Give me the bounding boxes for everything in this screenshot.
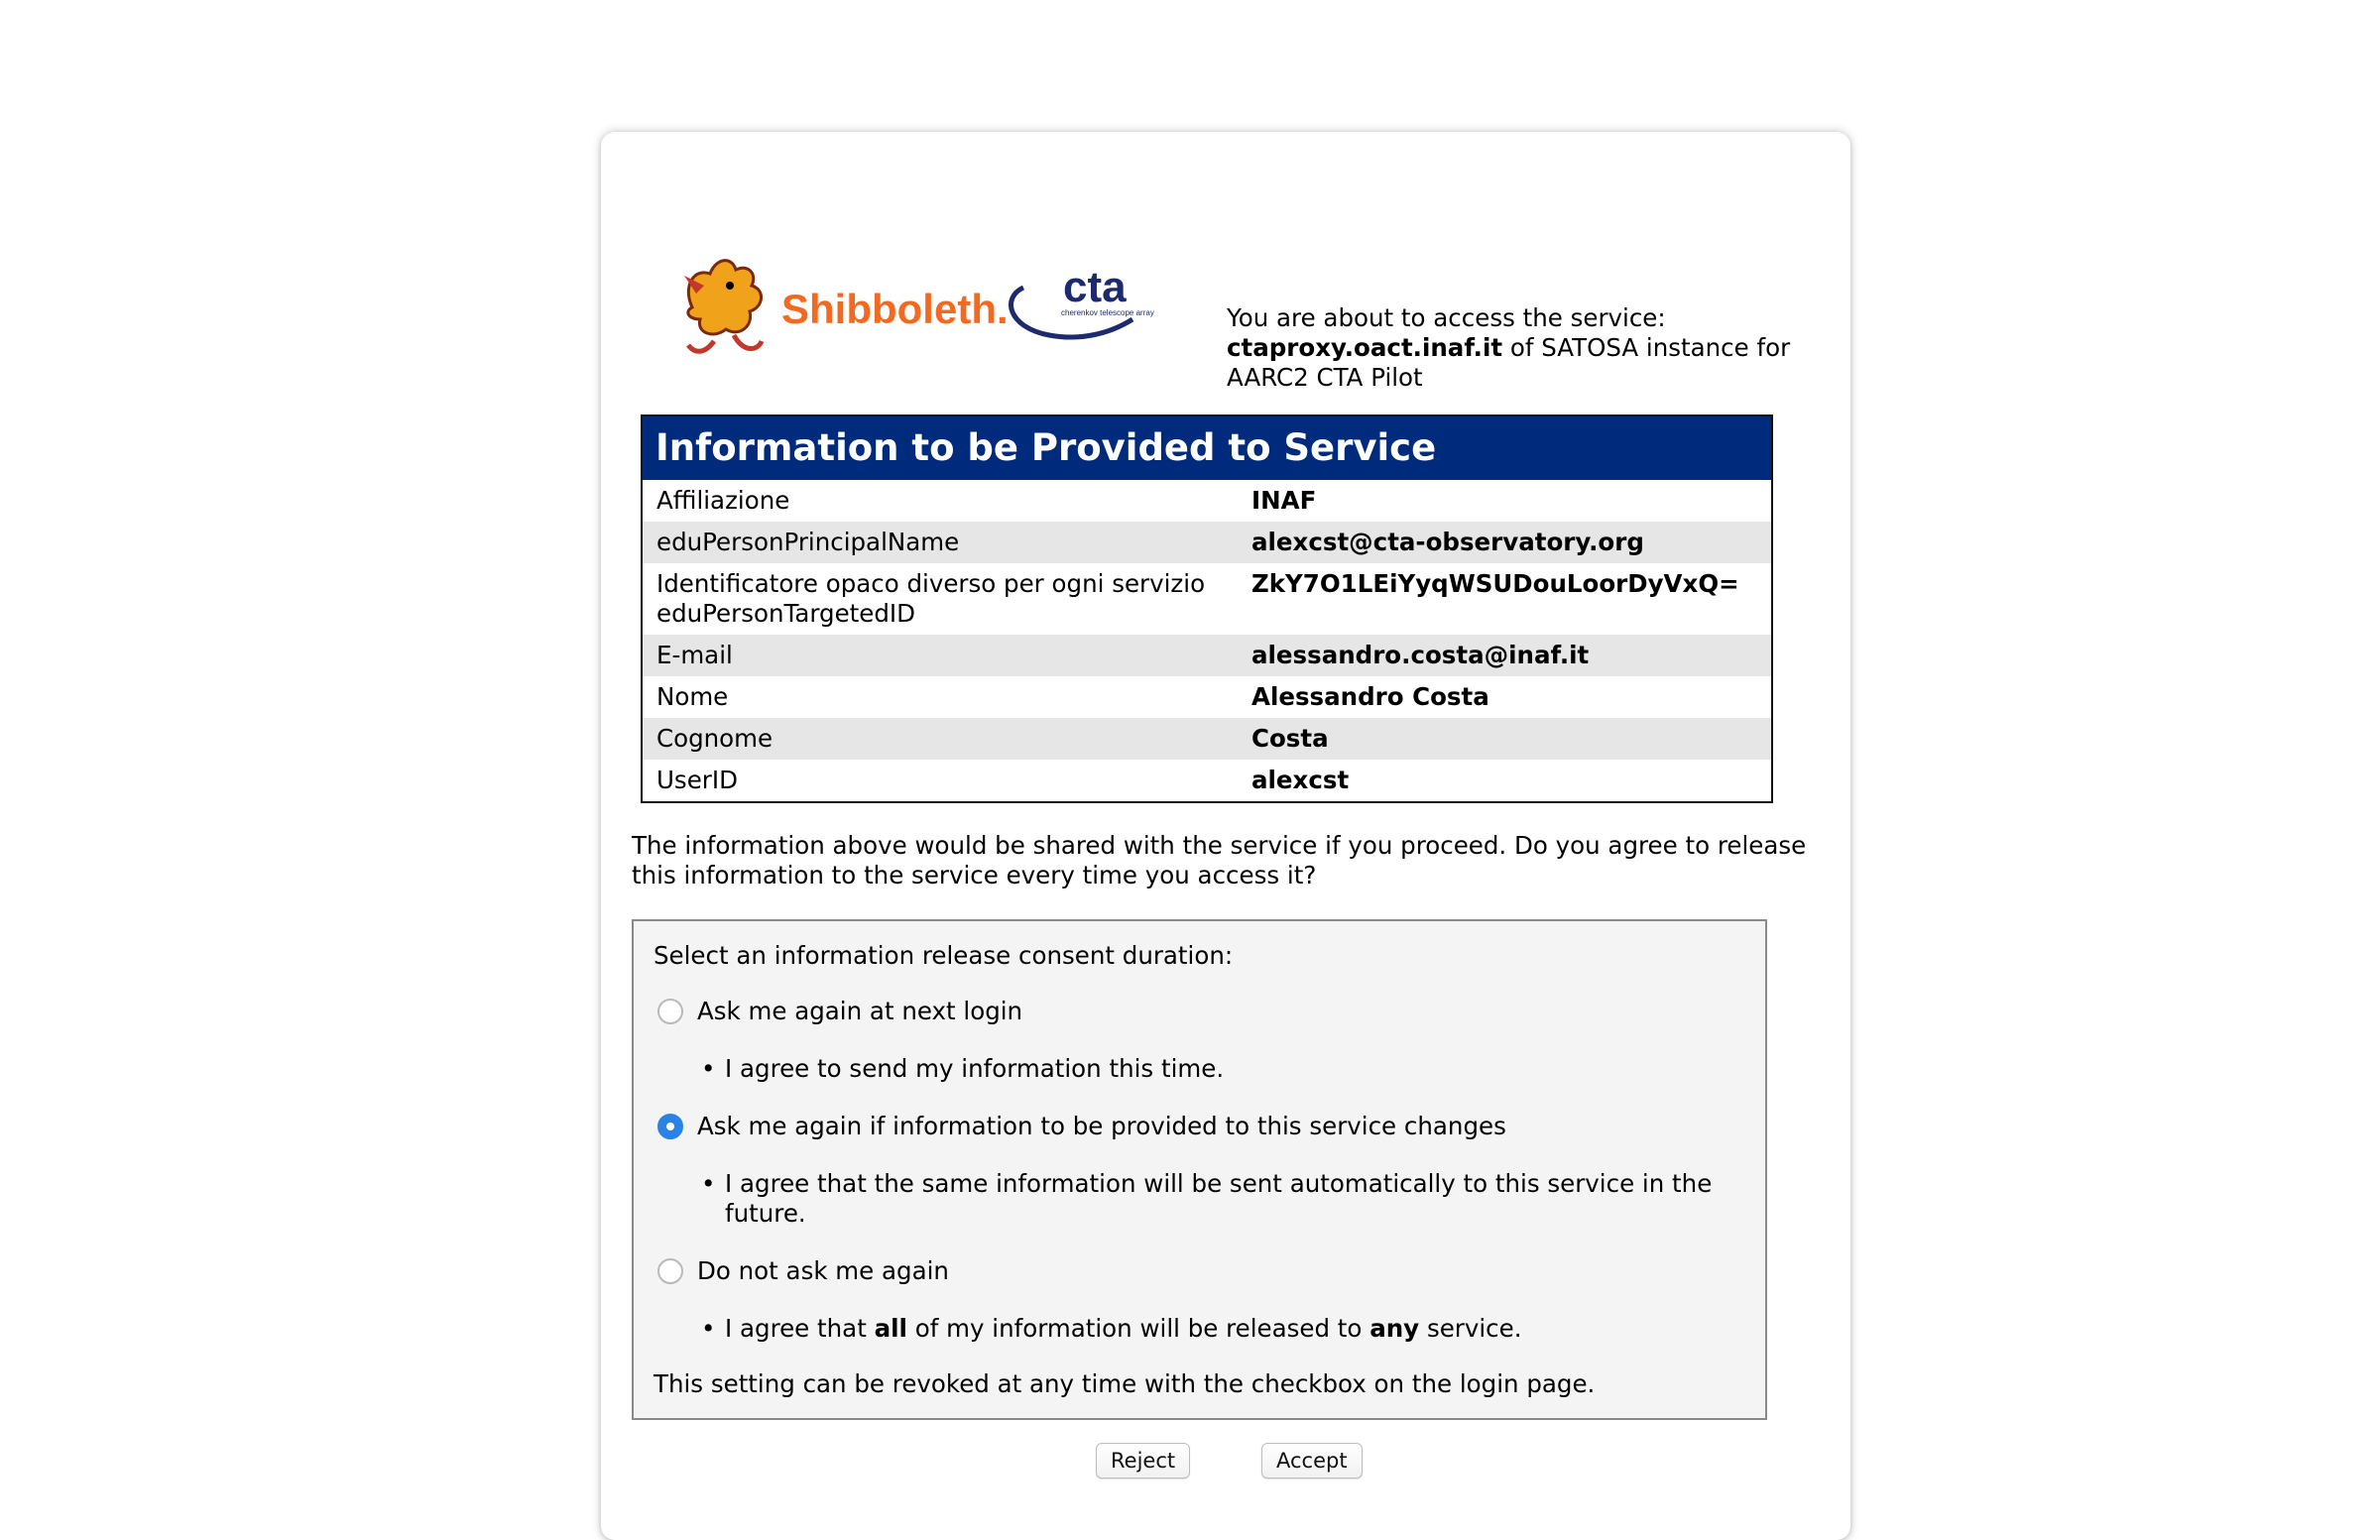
service-suffix: of SATOSA instance for AARC2 CTA Pilot (1227, 333, 1791, 392)
detail-part: I agree that (725, 1314, 875, 1343)
shibboleth-griffin-icon (684, 261, 762, 352)
radio-never-ask[interactable] (657, 1258, 683, 1284)
table-row (643, 760, 1771, 801)
service-host: ctaproxy.oact.inaf.it (1227, 333, 1503, 362)
attribute-value: alexcst@cta-observatory.org (1251, 528, 1644, 556)
detail-part: service. (1419, 1314, 1522, 1343)
reject-button[interactable]: Reject (1096, 1443, 1190, 1479)
consent-option-never-ask[interactable] (657, 1256, 949, 1286)
detail-bold-any: any (1369, 1314, 1420, 1343)
attribute-value: INAF (1251, 486, 1317, 515)
attribute-value: Costa (1251, 724, 1329, 753)
detail-bold-all: all (874, 1314, 907, 1343)
accept-button[interactable]: Accept (1261, 1443, 1363, 1479)
logos (674, 246, 1190, 375)
option-detail (689, 1314, 1721, 1344)
attribute-value: alexcst (1251, 766, 1350, 794)
consent-card (601, 132, 1850, 1540)
consent-duration-box (632, 919, 1767, 1420)
service-description (1227, 333, 1822, 393)
attribute-name: Cognome (656, 724, 774, 753)
option-detail (689, 1169, 1721, 1229)
service-intro: You are about to access the service: (1227, 303, 1666, 332)
bullet-icon: • (701, 1169, 716, 1198)
attribute-value: Alessandro Costa (1251, 682, 1489, 711)
cta-logo-text: cta (1063, 263, 1127, 311)
attribute-name: E-mail (656, 641, 733, 669)
shibboleth-logo-text: Shibboleth. (781, 286, 1009, 332)
detail-part: of my information will be released to (906, 1314, 1370, 1343)
attribute-name: Nome (656, 682, 729, 711)
table-row (643, 563, 1771, 635)
attribute-name: Identificatore opaco diverso per ogni servizio eduPersonTargetedID (656, 569, 1206, 628)
cta-logo-subtext: cherenkov telescope array (1061, 308, 1154, 317)
option-detail (689, 1054, 1721, 1084)
table-row (643, 676, 1771, 718)
option-label: Do not ask me again (697, 1256, 949, 1285)
radio-next-login[interactable] (657, 999, 683, 1024)
option-label: Ask me again at next login (697, 997, 1023, 1025)
table-row (643, 718, 1771, 760)
option-detail-text (725, 1314, 1522, 1344)
consent-option-next-login[interactable] (657, 997, 1022, 1026)
table-row (643, 635, 1771, 676)
attribute-table-title: Information to be Provided to Service (643, 416, 1771, 480)
attribute-value: ZkY7O1LEiYyqWSUDouLoorDyVxQ= (1251, 569, 1739, 598)
option-detail-text: I agree that the same information will be sent automatically to this service in the future. (725, 1169, 1713, 1228)
attribute-table (641, 415, 1773, 803)
attribute-value: alessandro.costa@inaf.it (1251, 641, 1590, 669)
table-row (643, 522, 1771, 563)
bullet-icon: • (701, 1054, 716, 1083)
cta-logo (1011, 263, 1153, 337)
attribute-name: Affiliazione (656, 486, 790, 515)
attribute-name: UserID (656, 766, 738, 794)
option-detail-text: I agree to send my information this time. (725, 1054, 1225, 1083)
consent-title: Select an information release consent duration: (654, 941, 1234, 970)
revoke-note: This setting can be revoked at any time with the checkbox on the login page. (654, 1369, 1596, 1398)
release-question: The information above would be shared with the service if you proceed. Do you agree to release this information to the service every time you access it? (632, 831, 1807, 889)
option-label: Ask me again if information to be provided to this service changes (697, 1112, 1506, 1140)
attribute-name: eduPersonPrincipalName (656, 528, 960, 556)
bullet-icon: • (701, 1314, 716, 1343)
service-info (1227, 303, 1822, 393)
consent-option-info-changes[interactable] (657, 1112, 1506, 1141)
table-row (643, 480, 1771, 522)
radio-info-changes[interactable] (657, 1114, 683, 1139)
